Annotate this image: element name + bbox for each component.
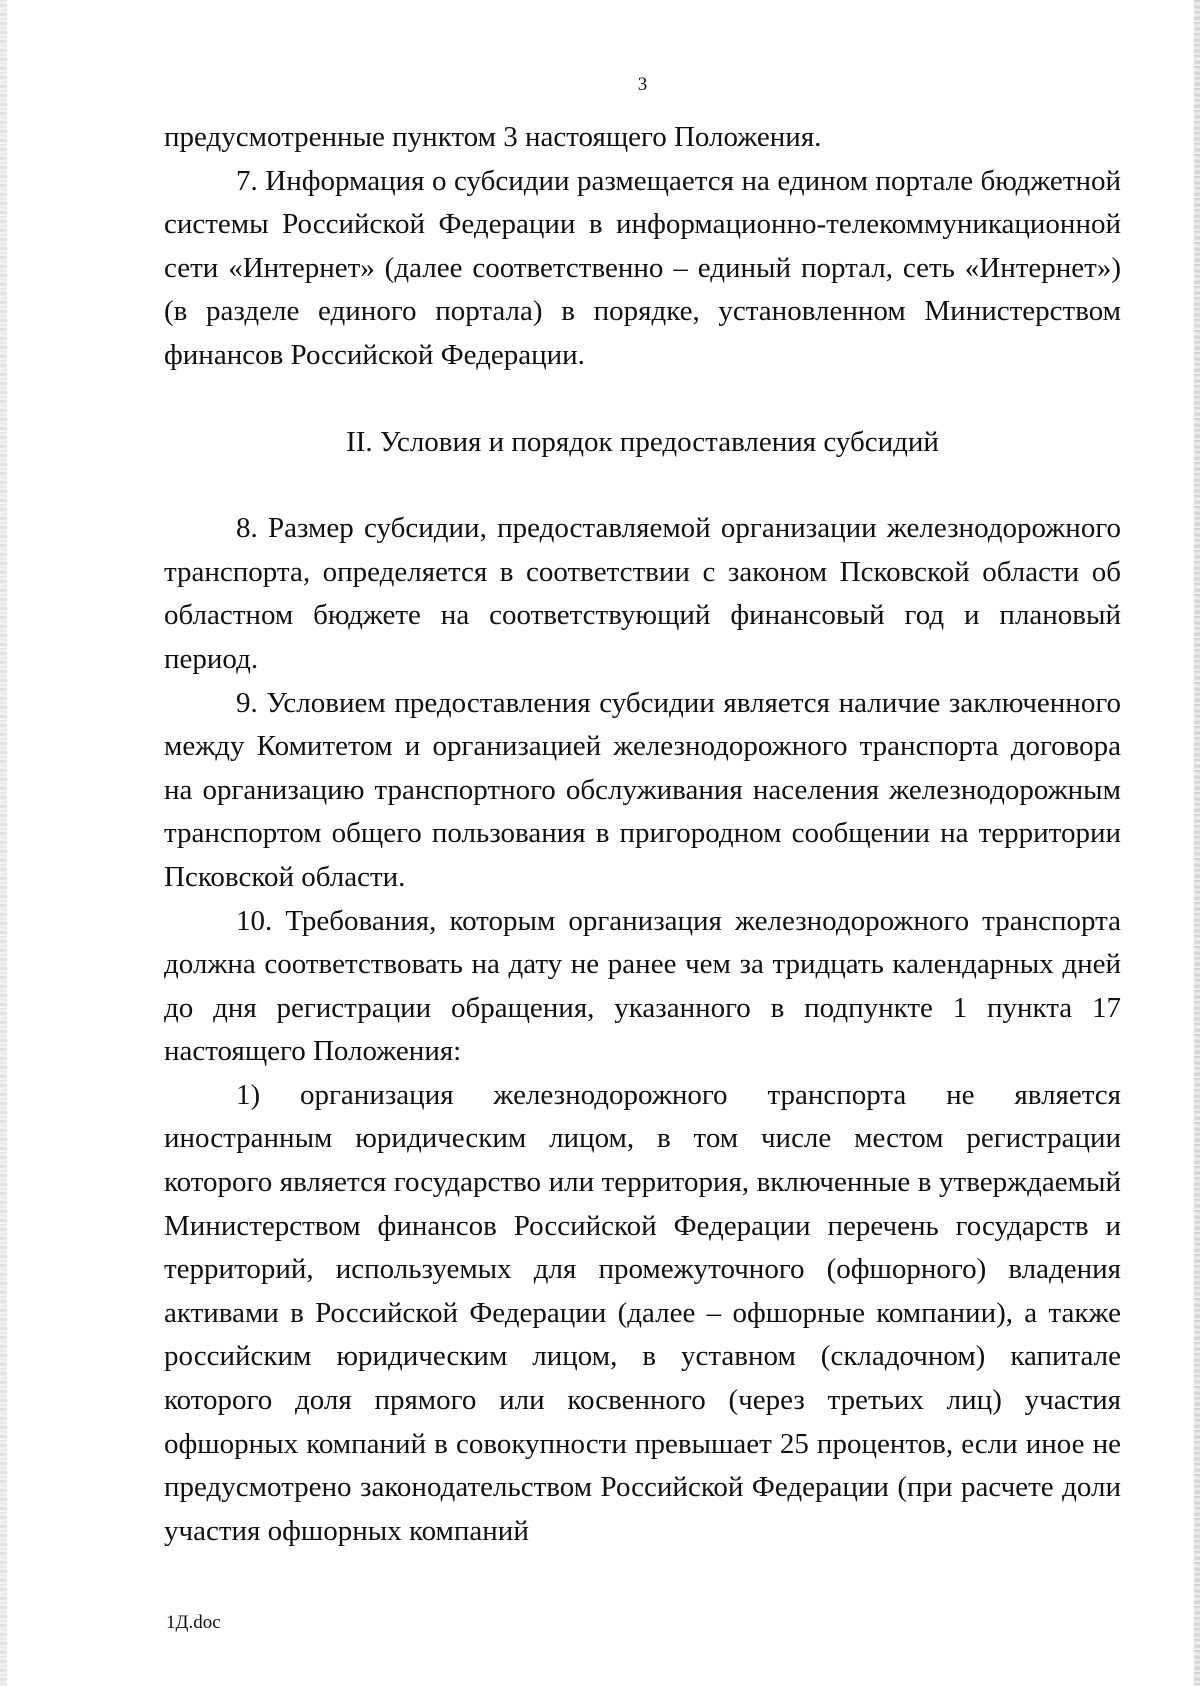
section-heading: II. Условия и порядок предоставления субсидий [346, 425, 939, 458]
document-body [164, 116, 1121, 1553]
paragraph-9: 9. Условием предоставления субсидии является наличие заключенного между Комитетом и организацией железнодорожного транспорта договора на организацию транспортного обслуживания населения железнодорожным транспортом общего пользования в пригородном сообщении на территории Псковской области. [164, 686, 1121, 893]
subparagraph-1: 1) организация железнодорожного транспорта не является иностранным юридическим лицом, в том числе местом регистрации которого является государство или территория, включенные в утверждаемый Министерством финансов Российской Федерации перечень государств и территорий, используемых для промежуточного (офшорного) владения активами в Российской Федерации (далее – офшорные компании), а также российским юридическим лицом, в уставном (складочном) капитале которого доля прямого или косвенного (через третьих лиц) участия офшорных компаний в совокупности превышает 25 процентов, если иное не предусмотрено законодательством Российской Федерации (при расчете доли участия офшорных компаний [164, 1078, 1121, 1547]
scan-edge-right [1194, 0, 1200, 1686]
page-number: 3 [637, 74, 648, 95]
paragraph-8: 8. Размер субсидии, предоставляемой организации железнодорожного транспорта, определяется в соответствии с законом Псковской области об областном бюджете на соответствующий финансовый год и плановый период. [164, 512, 1121, 675]
paragraph-continuation: предусмотренные пунктом 3 настоящего Положения. [164, 121, 822, 153]
paragraph-10: 10. Требования, которым организация железнодорожного транспорта должна соответствовать на дату не ранее чем за тридцать календарных дней до дня регистрации обращения, указанного в подпункте 1 пункта 17 настоящего Положения: [164, 904, 1121, 1068]
scan-edge-left [0, 0, 7, 1686]
footer-filename: 1Д.doc [166, 1612, 221, 1633]
paragraph-7: 7. Информация о субсидии размещается на едином портале бюджетной системы Российской Федерации в информационно-телекоммуникационной сети «Интернет» (далее соответственно – единый портал, сеть «Интернет») (в разделе единого портала) в порядке, установленном Министерством финансов Российской Федерации. [164, 164, 1121, 371]
